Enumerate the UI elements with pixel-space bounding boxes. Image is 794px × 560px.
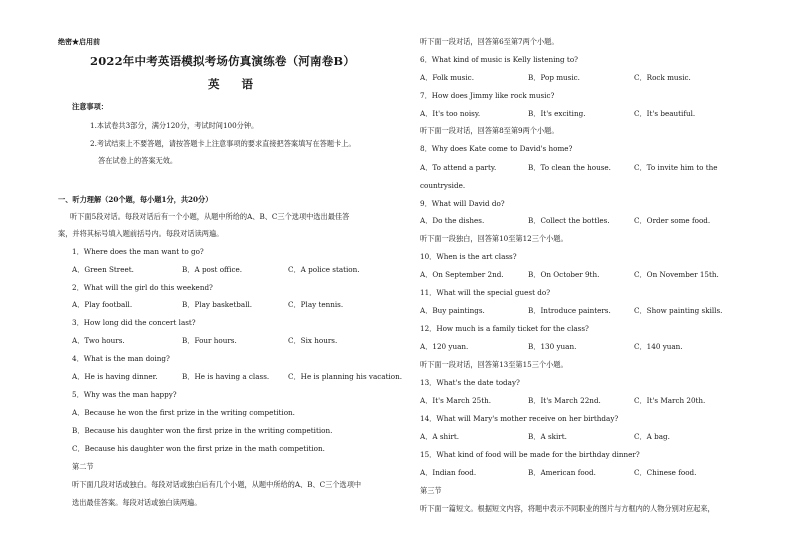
q6-option-a[interactable]: A．Folk music.: [420, 73, 474, 82]
question-14: 14．What will Mary's mother receive on her birthday?: [420, 414, 619, 423]
exam-title: 2022年中考英语模拟考场仿真演练卷（河南卷B）: [90, 54, 356, 68]
question-8: 8．Why does Kate come to David's home?: [420, 144, 573, 153]
q15-option-c[interactable]: C．Chinese food.: [634, 468, 697, 477]
notice-item-3: 答在试卷上的答案无效。: [98, 156, 178, 165]
instruction-10-12: 听下面一段独白，回答第10至第12三个小题。: [420, 234, 568, 243]
q10-option-c[interactable]: C．On November 15th.: [634, 270, 719, 279]
question-9: 9．What will David do?: [420, 199, 505, 208]
question-3: 3．How long did the concert last?: [72, 318, 196, 327]
q14-option-c[interactable]: C．A bag.: [634, 432, 670, 441]
q15-option-a[interactable]: A．Indian food.: [420, 468, 477, 477]
q4-option-c[interactable]: C．He is planning his vacation.: [288, 372, 403, 381]
question-6: 6．What kind of music is Kelly listening to?: [420, 55, 579, 64]
q4-option-a[interactable]: A．He is having dinner.: [72, 372, 158, 381]
q3-option-a[interactable]: A．Two hours.: [72, 336, 125, 345]
q13-option-b[interactable]: B．It's March 22nd.: [528, 396, 601, 405]
q3-option-b[interactable]: B．Four hours.: [182, 336, 237, 345]
q13-option-c[interactable]: C．It's March 20th.: [634, 396, 706, 405]
part2-line1: 听下面几段对话或独白。每段对话或独白后有几个小题，从题中所给的A、B、C三个选项中: [72, 480, 362, 489]
q15-option-b[interactable]: B．American food.: [528, 468, 596, 477]
q13-option-a[interactable]: A．It's March 25th.: [420, 396, 492, 405]
q10-option-b[interactable]: B．On October 9th.: [528, 270, 600, 279]
q2-option-a[interactable]: A．Play football.: [72, 300, 133, 309]
q1-option-c[interactable]: C．A police station.: [288, 265, 360, 274]
part3-line: 听下面一篇短文。根据短文内容，将题中表示不同职业的图片与方框内的人物分别对应起来，: [420, 504, 715, 513]
notice-heading: 注意事项：: [72, 102, 108, 111]
question-10: 10．When is the art class?: [420, 252, 517, 261]
subject-title: 英 语: [208, 77, 263, 91]
question-5: 5．Why was the man happy?: [72, 390, 177, 399]
q14-option-b[interactable]: B．A skirt.: [528, 432, 567, 441]
question-15: 15．What kind of food will be made for the birthday dinner?: [420, 450, 640, 459]
question-12: 12．How much is a family ticket for the class?: [420, 324, 589, 333]
part2-heading: 第二节: [72, 462, 94, 471]
question-1: 1．Where does the man want to go?: [72, 247, 204, 256]
q12-option-b[interactable]: B．130 yuan.: [528, 342, 577, 351]
part2-line2: 选出最佳答案。每段对话或独白读两遍。: [72, 498, 202, 507]
q9-option-c[interactable]: C．Order some food.: [634, 216, 711, 225]
section1-intro-line1: 听下面5段对话。每段对话后有一个小题，从题中所给的A、B、C三个选项中选出最佳答: [70, 212, 350, 221]
q7-option-b[interactable]: B．It's exciting.: [528, 109, 586, 118]
instruction-8-9: 听下面一段对话，回答第8至第9两个小题。: [420, 126, 559, 135]
question-2: 2．What will the girl do this weekend?: [72, 283, 213, 292]
notice-item-2: 2.考试结束上不要答题，请按答题卡上注意事项的要求直接把答案填写在答题卡上。: [90, 139, 356, 148]
question-4: 4．What is the man doing?: [72, 354, 170, 363]
q1-option-b[interactable]: B．A post office.: [182, 265, 243, 274]
q9-option-a[interactable]: A．Do the dishes.: [420, 216, 485, 225]
q1-option-a[interactable]: A．Green Street.: [72, 265, 134, 274]
instruction-6-7: 听下面一段对话，回答第6至第7两个小题。: [420, 37, 559, 46]
q9-option-b[interactable]: B．Collect the bottles.: [528, 216, 610, 225]
q14-option-a[interactable]: A．A shirt.: [420, 432, 460, 441]
section1-heading: 一、听力理解（20个题，每小题1分，共20分）: [58, 195, 213, 204]
section1-intro-line2: 案，并将其标号填入题前括号内。每段对话读两遍。: [58, 229, 224, 238]
secret-label: 绝密★启用前: [58, 37, 100, 46]
q8-option-c-continued: countryside.: [420, 181, 466, 190]
q11-option-a[interactable]: A．Buy paintings.: [420, 306, 485, 315]
q12-option-a[interactable]: A．120 yuan.: [420, 342, 469, 351]
q8-option-c[interactable]: C．To invite him to the: [634, 163, 718, 172]
q5-option-c[interactable]: C．Because his daughter won the first prize in the math competition.: [72, 444, 325, 453]
q8-option-b[interactable]: B．To clean the house.: [528, 163, 611, 172]
q11-option-b[interactable]: B．Introduce painters.: [528, 306, 611, 315]
q10-option-a[interactable]: A．On September 2nd.: [420, 270, 504, 279]
instruction-13-15: 听下面一段对话，回答第13至第15三个小题。: [420, 360, 568, 369]
q2-option-b[interactable]: B．Play basketball.: [182, 300, 253, 309]
q5-option-a[interactable]: A．Because he won the first prize in the writing competition.: [72, 408, 295, 417]
q12-option-c[interactable]: C．140 yuan.: [634, 342, 683, 351]
q8-option-a[interactable]: A．To attend a party.: [420, 163, 497, 172]
q5-option-b[interactable]: B．Because his daughter won the first prize in the writing competition.: [72, 426, 333, 435]
question-11: 11．What will the special guest do?: [420, 288, 551, 297]
q2-option-c[interactable]: C．Play tennis.: [288, 300, 344, 309]
notice-item-1: 1.本试卷共3部分，满分120分，考试时间100分钟。: [90, 121, 259, 130]
q3-option-c[interactable]: C．Six hours.: [288, 336, 338, 345]
q11-option-c[interactable]: C．Show painting skills.: [634, 306, 723, 315]
q7-option-a[interactable]: A．It's too noisy.: [420, 109, 481, 118]
q6-option-b[interactable]: B．Pop music.: [528, 73, 580, 82]
question-13: 13．What's the date today?: [420, 378, 520, 387]
q4-option-b[interactable]: B．He is having a class.: [182, 372, 270, 381]
part3-heading: 第三节: [420, 486, 442, 495]
q7-option-c[interactable]: C．It's beautiful.: [634, 109, 696, 118]
q6-option-c[interactable]: C．Rock music.: [634, 73, 691, 82]
question-7: 7．How does Jimmy like rock music?: [420, 91, 555, 100]
